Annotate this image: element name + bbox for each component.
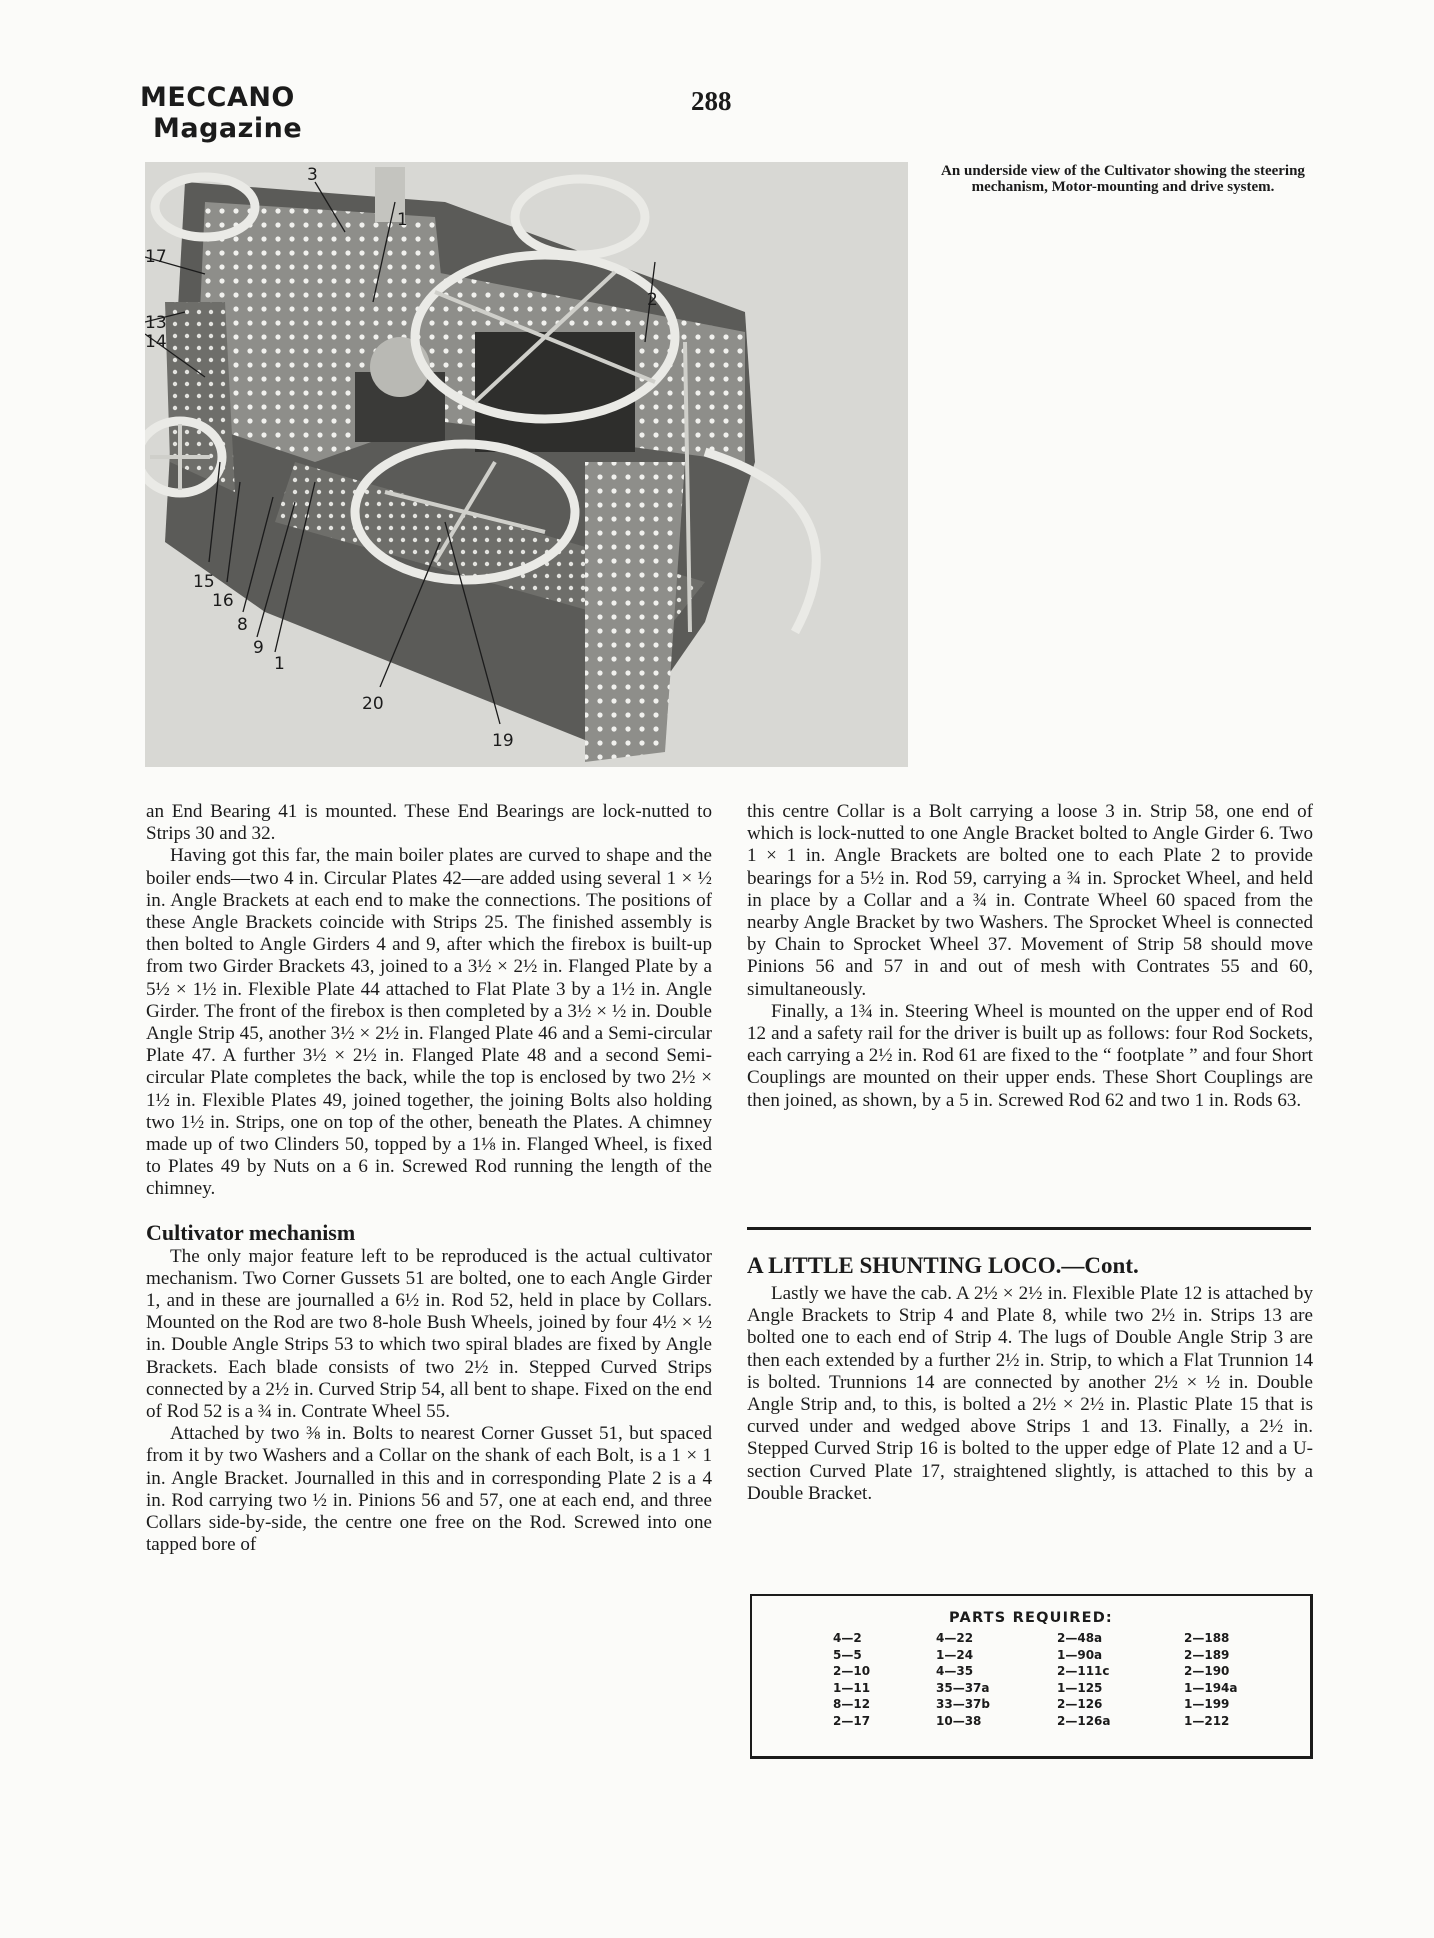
right-column	[747, 801, 1313, 1112]
photo-caption: An underside view of the Cultivator showing the steering mechanism, Motor-mounting and drive system.	[941, 163, 1305, 195]
callout-9: 9	[253, 638, 264, 658]
shunting-loco-section	[747, 1252, 1313, 1505]
part-entry: 4—22	[936, 1631, 974, 1645]
paragraph: Having got this far, the main boiler plates are curved to shape and the boiler ends—two 4 in. Circular Plates 42—are added using several 1 × ½ in. Angle Brackets at each end to make the connections. The positions of these Angle Brackets coincide with Strips 25. The finished assembly is then bolted to Angle Girders 4 and 9, after which the firebox is built-up from two Girder Brackets 43, joined to a 3½ × 2½ in. Flanged Plate by a 5½ × 1½ in. Flexible Plate 44 attached to Flat Plate 3 by a 1½ in. Angle Girder. The front of the firebox is then completed by a 3½ × ½ in. Double Angle Strip 45, another 3½ × 2½ in. Flanged Plate 46 and a Semi-circular Plate 47. A further 3½ × 2½ in. Flanged Plate 48 and a second Semi-circular Plate completes the back, while the top is enclosed by two 2½ × 1½ in. Flexible Plates 49, joined together, the joining Bolts also holding two 1½ in. Strips, one on top of the other, beneath the Plates. A chimney made up of two Clinders 50, topped by a 1⅛ in. Flanged Wheel, is fixed to Plates 49 by Nuts on a 6 in. Screwed Rod running the length of the chimney.	[146, 845, 712, 1200]
part-entry: 10—38	[936, 1713, 982, 1728]
part-entry: 2—48a	[1057, 1631, 1103, 1645]
parts-title: PARTS REQUIRED:	[949, 1610, 1113, 1626]
callout-14: 14	[145, 332, 167, 352]
callout-3: 3	[307, 165, 318, 185]
part-entry: 2—189	[1184, 1647, 1230, 1662]
callout-15: 15	[193, 572, 215, 592]
paragraph: The only major feature left to be reproduced is the actual cultivator mechanism. Two Corner Gussets 51 are bolted, one to each Angle Girder 1, and in these are journalled a 6½ in. Rod 52, held in place by Collars. Mounted on the Rod are two 8-hole Bush Wheels, joined by four 4½ × ½ in. Double Angle Strips 53 to which two spiral blades are fixed by Angle Brackets. Each blade consists of two 2½ in. Stepped Curved Strips connected by a 2½ in. Curved Strip 54, all bent to shape. Fixed on the end of Rod 52 is a ¾ in. Contrate Wheel 55.	[146, 1245, 712, 1423]
part-entry: 35—37a	[936, 1680, 990, 1695]
callout-17: 17	[145, 247, 167, 267]
masthead-line1: MECCANO	[140, 82, 295, 113]
part-entry: 2—126	[1057, 1697, 1103, 1711]
paragraph: Lastly we have the cab. A 2½ × 2½ in. Flexible Plate 12 is attached by Angle Brackets to Strip 4 and Plate 8, while two 2½ in. Strips 13 are bolted one to each end of Strip 4. The lugs of Double Angle Strip 3 are then each extended by a further 2½ in. Strip, to which a Flat Trunnion 14 is bolted. Trunnions 14 are connected by another 2½ × ½ in. Double Angle Strip and, to this, is bolted a 2½ × 2½ in. Plastic Plate 15 that is curved under and wedged above Strips 1 and 13. Finally, a 2½ in. Stepped Curved Strip 16 is bolted to the upper edge of Plate 12 and a U-section Curved Plate 17, straightened slightly, is attached to this by a Double Bracket.	[747, 1283, 1313, 1504]
part-entry: 2—111c	[1057, 1664, 1110, 1678]
part-entry: 1—212	[1184, 1713, 1230, 1728]
part-entry: 4—35	[936, 1664, 974, 1678]
part-entry: 2—17	[833, 1713, 871, 1728]
cultivator-underside-photo	[145, 162, 908, 767]
callout-1-top: 1	[397, 210, 408, 230]
left-column	[146, 801, 712, 1557]
part-entry: 1—125	[1057, 1680, 1103, 1695]
callout-8: 8	[237, 615, 248, 635]
part-entry: 2—188	[1184, 1631, 1230, 1645]
parts-column	[1184, 1630, 1238, 1729]
part-entry: 1—199	[1184, 1697, 1230, 1711]
page-number: 288	[691, 86, 732, 116]
part-entry: 1—24	[936, 1647, 974, 1662]
part-entry: 33—37b	[936, 1697, 990, 1711]
part-entry: 1—90a	[1057, 1647, 1103, 1662]
section-divider	[747, 1227, 1311, 1230]
callout-2: 2	[647, 290, 658, 310]
masthead-line2: Magazine	[153, 113, 303, 144]
section-heading-shunting: A LITTLE SHUNTING LOCO.—Cont.	[747, 1253, 1139, 1278]
part-entry: 5—5	[833, 1647, 862, 1662]
paragraph: Attached by two ⅜ in. Bolts to nearest Corner Gusset 51, but spaced from it by two Washers and a Collar on the shank of each Bolt, is a 1 × 1 in. Angle Bracket. Journalled in this and in corresponding Plate 2 is a 4 in. Rod carrying two ½ in. Pinions 56 and 57, one at each end, and three Collars side-by-side, the centre one free on the Rod. Screwed into one tapped bore of	[146, 1423, 712, 1556]
part-entry: 1—11	[833, 1680, 871, 1695]
parts-column	[1057, 1630, 1184, 1729]
part-entry: 2—190	[1184, 1664, 1230, 1678]
callout-1-bottom: 1	[274, 654, 285, 674]
callout-19: 19	[492, 731, 514, 751]
callout-16: 16	[212, 591, 234, 611]
magazine-masthead	[140, 82, 302, 144]
section-heading-cultivator: Cultivator mechanism	[146, 1219, 356, 1245]
part-entry: 2—126a	[1057, 1713, 1111, 1728]
parts-column	[936, 1630, 1057, 1729]
paragraph: an End Bearing 41 is mounted. These End Bearings are lock-nutted to Strips 30 and 32.	[146, 801, 712, 845]
parts-column	[833, 1630, 936, 1729]
part-entry: 8—12	[833, 1697, 871, 1711]
callout-20: 20	[362, 694, 384, 714]
part-entry: 2—10	[833, 1664, 871, 1678]
parts-grid	[752, 1630, 1310, 1729]
part-entry: 1—194a	[1184, 1680, 1238, 1695]
paragraph: Finally, a 1¾ in. Steering Wheel is mounted on the upper end of Rod 12 and a safety rail for the driver is built up as follows: four Rod Sockets, each carrying a 2½ in. Rod 61 are fixed to the “ footplate ” and four Short Couplings are mounted on their upper ends. These Short Couplings are then joined, as shown, by a 5 in. Screwed Rod 62 and two 1 in. Rods 63.	[747, 1000, 1313, 1111]
paragraph: this centre Collar is a Bolt carrying a loose 3 in. Strip 58, one end of which is lock-nutted to one Angle Bracket bolted to Angle Girder 6. Two 1 × 1 in. Angle Brackets are bolted one to each Plate 2 to provide bearings for a 5½ in. Rod 59, carrying a ¾ in. Sprocket Wheel, and held in place by a Collar and a ¾ in. Contrate Wheel 60 spaced from the nearby Angle Bracket by two Washers. The Sprocket Wheel is connected by Chain to Sprocket Wheel 37. Movement of Strip 58 should move Pinions 56 and 57 in and out of mesh with Contrates 55 and 60, simultaneously.	[747, 801, 1313, 1000]
parts-required-box	[750, 1594, 1313, 1759]
callout-13: 13	[145, 313, 167, 333]
part-entry: 4—2	[833, 1631, 862, 1645]
